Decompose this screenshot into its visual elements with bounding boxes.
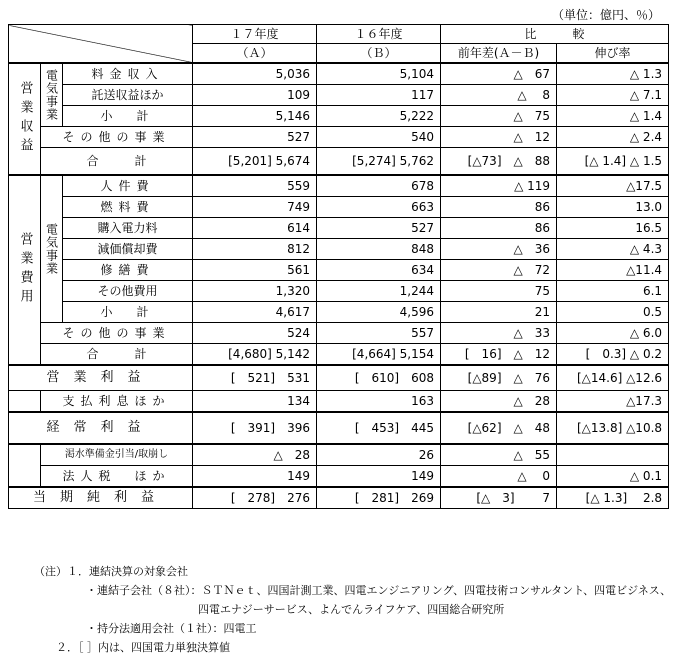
cell-fy16: 1,244 [317,281,441,302]
cell-diff: [△ 3] 7 [441,487,557,509]
cell-fy17: 4,617 [193,302,317,323]
cell-growth: [ 0.3] △ 0.2 [557,344,669,366]
cell-growth: △17.5 [557,175,669,197]
row-label: 人件費 [63,175,193,197]
cell-fy17: 5,036 [193,63,317,85]
cell-growth: △11.4 [557,260,669,281]
table-row [9,365,669,391]
row-label: 支払利息ほか [41,391,193,413]
cell-growth: [△13.8] △10.8 [557,412,669,444]
cell-fy16: 634 [317,260,441,281]
table-row [9,239,669,260]
cell-diff: △ 33 [441,323,557,344]
cell-growth: △ 4.3 [557,239,669,260]
row-label: 小 計 [63,302,193,323]
cell-diff: 21 [441,302,557,323]
cell-fy17: 527 [193,127,317,148]
cell-fy17: 109 [193,85,317,106]
cell-diff: [△62] △ 48 [441,412,557,444]
header-fy17-sub: （Ａ） [193,44,317,64]
header-fy16: １６年度 [317,25,441,44]
cell-fy16: 540 [317,127,441,148]
cell-fy16: 5,104 [317,63,441,85]
cell-diff: △ 55 [441,444,557,466]
table-row [9,412,669,444]
cell-fy17: △ 28 [193,444,317,466]
row-label: 修繕費 [63,260,193,281]
cell-fy17: 559 [193,175,317,197]
cell-diff: △ 12 [441,127,557,148]
row-label: その他の事業 [41,323,193,344]
table-row [9,323,669,344]
cell-fy16: [5,274] 5,762 [317,148,441,176]
table-row [9,127,669,148]
cell-fy16: [4,664] 5,154 [317,344,441,366]
cell-growth: △ 6.0 [557,323,669,344]
row-label: 小 計 [63,106,193,127]
cell-fy17: [5,201] 5,674 [193,148,317,176]
financial-table [8,24,669,509]
cell-fy16: 5,222 [317,106,441,127]
cell-growth: △ 0.1 [557,466,669,488]
table-row [9,281,669,302]
table-row [9,391,669,413]
cell-fy17: 812 [193,239,317,260]
cell-fy17: 134 [193,391,317,413]
cell-diff: △ 75 [441,106,557,127]
row-label: 合 計 [41,344,193,366]
note-2: ・連結子会社（８社）：ＳＴＮｅｔ、四国計測工業、四電エンジニアリング、四電技術コンサルタント、四電ビジネス、 [86,584,672,597]
cell-diff: △ 0 [441,466,557,488]
note-3: 四電エナジーサービス、よんでんライフケア、四国総合研究所 [198,603,505,616]
row-label: 合 計 [41,148,193,176]
table-row [9,260,669,281]
unit-label: （単位：億円、％） [551,8,660,22]
group-revenue: 営業収益 [9,63,41,175]
table-row [9,218,669,239]
table-row [9,444,669,466]
cell-diff: △ 72 [441,260,557,281]
cell-fy17: 749 [193,197,317,218]
table-row [9,344,669,366]
cell-fy16: 149 [317,466,441,488]
group-electric-exp: 電気事業 [41,175,63,323]
header-corner [9,25,193,64]
notes [34,562,671,657]
cell-fy16: 557 [317,323,441,344]
header-row-1 [9,25,669,44]
note-5: ２．［ ］内は、四国電力単独決算値 [56,641,230,654]
cell-diff: 75 [441,281,557,302]
cell-fy17: 561 [193,260,317,281]
cell-growth [557,444,669,466]
row-label: 当期純利益 [9,487,193,509]
group-expense: 営業費用 [9,175,41,365]
cell-diff: [△73] △ 88 [441,148,557,176]
row-label: 購入電力料 [63,218,193,239]
cell-fy16: 26 [317,444,441,466]
row-label: その他の事業 [41,127,193,148]
cell-growth: 6.1 [557,281,669,302]
table-row [9,466,669,488]
row-label: 営業利益 [9,365,193,391]
cell-growth: △ 7.1 [557,85,669,106]
cell-fy16: [ 453] 445 [317,412,441,444]
group-electric-rev: 電気事業 [41,63,63,127]
cell-growth: 16.5 [557,218,669,239]
row-label: その他費用 [63,281,193,302]
cell-growth: △ 1.4 [557,106,669,127]
cell-fy17: 149 [193,466,317,488]
cell-diff: △ 28 [441,391,557,413]
cell-fy16: 527 [317,218,441,239]
cell-growth: [△ 1.3] 2.8 [557,487,669,509]
cell-fy17: [ 391] 396 [193,412,317,444]
table-row [9,148,669,176]
cell-fy17: 5,146 [193,106,317,127]
table-row [9,175,669,197]
row-label: 経常利益 [9,412,193,444]
cell-growth: △17.3 [557,391,669,413]
table-row [9,63,669,85]
cell-diff: 86 [441,218,557,239]
cell-fy16: 117 [317,85,441,106]
cell-growth: △ 2.4 [557,127,669,148]
table-row [9,302,669,323]
table-row [9,487,669,509]
header-compare: 比 較 [441,25,669,44]
cell-fy16: 4,596 [317,302,441,323]
cell-growth: 13.0 [557,197,669,218]
cell-fy17: [4,680] 5,142 [193,344,317,366]
header-fy16-sub: （Ｂ） [317,44,441,64]
cell-fy16: 848 [317,239,441,260]
table-row [9,85,669,106]
indent-cell [9,444,41,487]
cell-diff: △ 36 [441,239,557,260]
indent-cell [9,391,41,413]
cell-fy16: 678 [317,175,441,197]
cell-fy16: [ 610] 608 [317,365,441,391]
cell-diff: [ 16] △ 12 [441,344,557,366]
cell-growth: [△14.6] △12.6 [557,365,669,391]
cell-diff: 86 [441,197,557,218]
cell-growth: [△ 1.4] △ 1.5 [557,148,669,176]
header-fy17: １７年度 [193,25,317,44]
cell-fy16: 663 [317,197,441,218]
table-row [9,106,669,127]
cell-fy17: 524 [193,323,317,344]
cell-fy17: 614 [193,218,317,239]
row-label: 料金収入 [63,63,193,85]
cell-growth: 0.5 [557,302,669,323]
row-label: 燃料費 [63,197,193,218]
row-label: 法人税 ほか [41,466,193,488]
cell-diff: △ 67 [441,63,557,85]
row-label: 渇水準備金引当/取崩し [41,444,193,466]
cell-fy17: [ 521] 531 [193,365,317,391]
cell-fy17: [ 278] 276 [193,487,317,509]
header-growth: 伸び率 [557,44,669,64]
cell-fy16: [ 281] 269 [317,487,441,509]
cell-fy16: 163 [317,391,441,413]
row-label: 託送収益ほか [63,85,193,106]
header-diff: 前年差(Ａ－Ｂ) [441,44,557,64]
cell-fy17: 1,320 [193,281,317,302]
note-4: ・持分法適用会社（１社）：四電工 [86,622,257,635]
cell-diff: [△89] △ 76 [441,365,557,391]
cell-diff: △ 8 [441,85,557,106]
table-row [9,197,669,218]
row-label: 減価償却費 [63,239,193,260]
cell-diff: △ 119 [441,175,557,197]
cell-growth: △ 1.3 [557,63,669,85]
note-1: （注）１．連結決算の対象会社 [34,565,188,578]
